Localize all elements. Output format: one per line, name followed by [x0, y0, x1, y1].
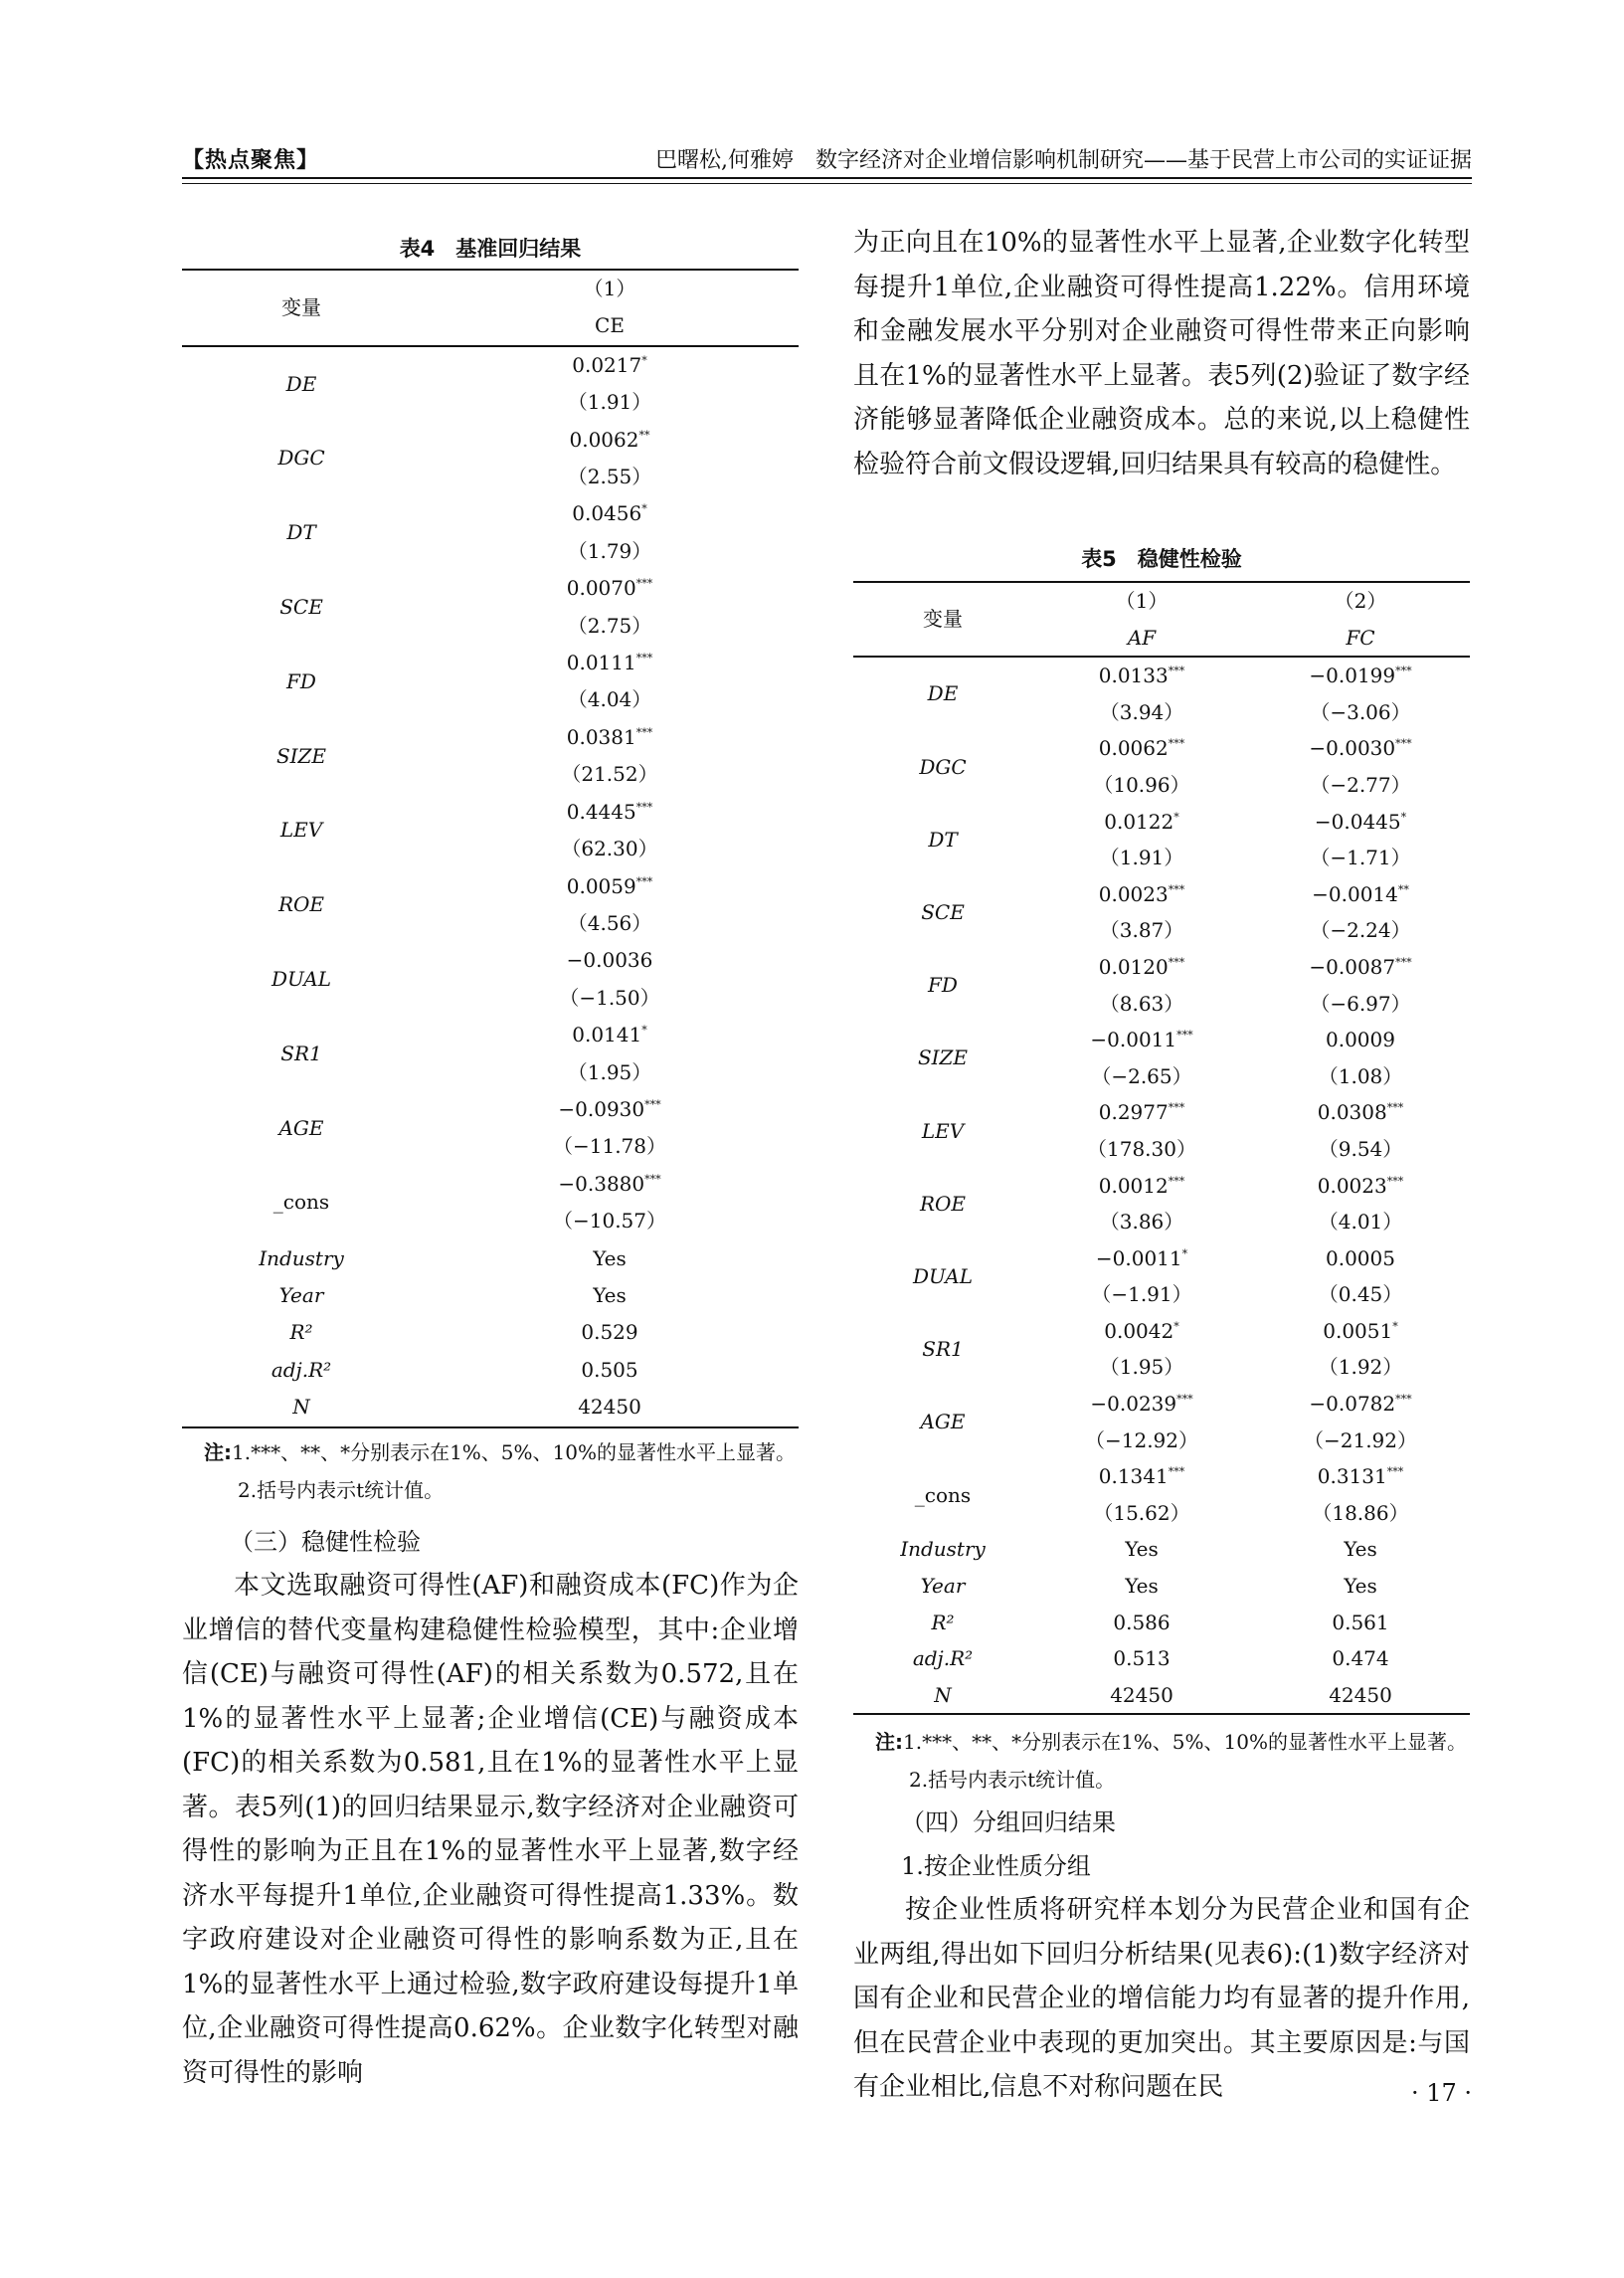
coef-value: 0.0217	[572, 352, 642, 377]
coef-cell	[421, 346, 799, 384]
table-row	[853, 1240, 1470, 1277]
coef-cell	[1251, 1386, 1470, 1423]
section-heading-robustness: （三）稳健性检验	[230, 1528, 421, 1556]
coef-value: 0.0059	[566, 873, 636, 898]
coef-value: 0.3131	[1317, 1464, 1387, 1489]
coef-value: −0.3880	[558, 1171, 645, 1196]
significance-stars: ***	[1168, 1174, 1185, 1188]
coef-cell	[1032, 804, 1251, 841]
variable-name: ROE	[919, 1191, 967, 1216]
coef-cell	[421, 570, 799, 607]
coef-cell	[421, 422, 799, 459]
t-stat-cell: （−1.71）	[1310, 846, 1411, 870]
table-row	[182, 942, 799, 979]
significance-stars: ***	[1168, 664, 1185, 678]
variable-name: FD	[286, 668, 316, 693]
coef-value: 0.0009	[1326, 1028, 1395, 1052]
variable-name: DUAL	[913, 1263, 973, 1288]
coef-cell	[1032, 1313, 1251, 1350]
t-stat-cell: （−10.57）	[552, 1209, 666, 1234]
significance-stars: ***	[1168, 1101, 1185, 1115]
stat-value: 0.586	[1113, 1610, 1171, 1634]
stat-row	[853, 1568, 1470, 1605]
stat-row	[182, 1277, 799, 1314]
significance-stars: *	[1173, 1319, 1179, 1333]
coef-value: 0.0141	[572, 1023, 642, 1047]
stat-row	[853, 1640, 1470, 1677]
coef-value: 0.0023	[1317, 1173, 1387, 1198]
t-stat-cell: （1.92）	[1318, 1355, 1403, 1380]
significance-stars: ***	[1168, 882, 1185, 896]
table-row	[182, 794, 799, 831]
table-row	[182, 495, 799, 532]
coef-value: 0.1341	[1098, 1464, 1169, 1489]
variable-name: SCE	[279, 594, 323, 619]
coef-cell	[1251, 949, 1470, 986]
table-row	[182, 346, 799, 384]
table-row	[853, 949, 1470, 986]
variable-name: FD	[928, 973, 958, 998]
section-tag: 【热点聚焦】	[182, 147, 320, 173]
t-stat-cell: （3.87）	[1099, 918, 1184, 943]
t-stat-cell: （−2.77）	[1310, 772, 1411, 797]
table4-caption: 表4 基准回归结果	[399, 237, 582, 261]
t-stat-cell: （15.62）	[1093, 1500, 1190, 1525]
coef-cell	[1032, 1168, 1251, 1205]
stat-value: 0.474	[1332, 1646, 1389, 1671]
coef-cell	[421, 1017, 799, 1053]
subsection-heading-ownership: 1.按企业性质分组	[901, 1852, 1091, 1880]
stat-label: adj.R²	[271, 1357, 332, 1382]
significance-stars: *	[641, 502, 647, 516]
table5-col2-number: （2）	[1251, 582, 1470, 620]
table4-note-label: 注:	[204, 1440, 232, 1464]
t-stat-cell: （21.52）	[561, 762, 658, 787]
coef-cell	[421, 719, 799, 756]
t-stat-cell: （1.91）	[567, 390, 652, 415]
table4-note	[204, 1433, 820, 1509]
stat-row	[182, 1389, 799, 1426]
robustness-paragraph: 本文选取融资可得性(AF)和融资成本(FC)作为企业增信的替代变量构建稳健性检验模型，其中:企业增信(CE)与融资可得性(AF)的相关系数为0.572,且在1%的显著性水平上显著;企业增信(CE)与融资成本(FC)的相关系数为0.581,且在1%的显著性水平上显著。表5列(1)的回归结果显示,数字经济对企业融资可得性的影响为正且在1%的显著性水平上显著,数字经济水平每提升1单位,企业融资可得性提高1.33%。数字政府建设对企业融资可得性的影响系数为正,且在1%的显著性水平上通过检验,数字政府建设每提升1单位,企业融资可得性提高0.62%。企业数字化转型对融资可得性的影响	[182, 1571, 799, 2088]
coef-value: 0.0133	[1098, 664, 1169, 688]
table4-dep-var: CE	[421, 307, 799, 345]
table5-col1-number: （1）	[1032, 582, 1251, 620]
coef-cell	[421, 868, 799, 905]
table-row	[853, 1458, 1470, 1495]
table-row	[182, 719, 799, 756]
stat-row	[853, 1605, 1470, 1641]
table-row	[182, 422, 799, 459]
table4-col-number: （1）	[421, 270, 799, 307]
variable-name: SR1	[922, 1337, 964, 1362]
coef-cell	[421, 942, 799, 979]
variable-name: LEV	[279, 818, 323, 843]
stat-row	[853, 1531, 1470, 1568]
t-stat-cell: （1.79）	[567, 538, 652, 563]
t-stat-cell: （1.95）	[1099, 1355, 1184, 1380]
stat-label: Industry	[900, 1537, 986, 1562]
t-stat-cell: （8.63）	[1099, 991, 1184, 1016]
coef-cell	[1032, 1094, 1251, 1131]
t-stat-cell: （3.86）	[1099, 1210, 1184, 1234]
coef-value: −0.0014	[1312, 881, 1398, 906]
t-stat-cell: （−2.24）	[1310, 918, 1411, 943]
table-row	[853, 876, 1470, 913]
running-title: 巴曙松,何雅婷 数字经济对企业增信影响机制研究——基于民营上市公司的实证证据	[655, 148, 1472, 173]
significance-stars: ***	[1386, 1174, 1404, 1188]
coef-value: 0.0042	[1104, 1318, 1174, 1343]
significance-stars: ***	[1395, 955, 1412, 969]
stat-value: Yes	[1125, 1574, 1159, 1599]
t-stat-cell: （−11.78）	[552, 1134, 666, 1159]
significance-stars: ***	[1176, 1029, 1193, 1043]
coef-cell	[1032, 1386, 1251, 1423]
t-stat-cell: （−6.97）	[1310, 991, 1411, 1016]
stat-value: 42450	[1251, 1677, 1470, 1715]
stat-value: 0.561	[1332, 1610, 1389, 1634]
left-body-text	[182, 1564, 799, 2095]
t-stat-cell: （4.04）	[567, 687, 652, 712]
coef-value: 0.0381	[566, 724, 636, 749]
coef-value: 0.0062	[569, 427, 639, 452]
coef-value: 0.0070	[566, 576, 636, 601]
t-stat-cell: （10.96）	[1093, 772, 1190, 797]
t-stat-cell: （1.91）	[1099, 846, 1184, 870]
page-header	[182, 137, 1472, 179]
t-stat-cell: （−1.91）	[1091, 1282, 1192, 1307]
stat-label: Industry	[259, 1245, 344, 1270]
coef-value: −0.0930	[558, 1096, 645, 1121]
table-row	[853, 1386, 1470, 1423]
coef-value: 0.0111	[566, 651, 636, 675]
table4-header-row	[182, 270, 799, 307]
stat-value: 0.513	[1113, 1646, 1171, 1671]
stat-value: Yes	[1125, 1537, 1159, 1562]
variable-name: DT	[286, 520, 316, 545]
t-stat-cell: （18.86）	[1312, 1500, 1409, 1525]
table4-var-header: 变量	[182, 270, 421, 346]
stat-value: Yes	[1344, 1574, 1377, 1599]
right-body-text-bottom	[853, 1888, 1470, 2110]
right-paragraph-top: 为正向且在10%的显著性水平上显著,企业数字化转型每提升1单位,企业融资可得性提高1.22%。信用环境和金融发展水平分别对企业融资可得性带来正向影响且在1%的显著性水平上显著。表5列(2)验证了数字经济能够显著降低企业融资成本。总的来说,以上稳健性检验符合前文假设逻辑,回归结果具有较高的稳健性。	[853, 228, 1470, 479]
significance-stars: ***	[635, 725, 653, 739]
stat-value: Yes	[593, 1282, 627, 1307]
significance-stars: ***	[1168, 737, 1185, 751]
significance-stars: ***	[1395, 1393, 1412, 1407]
t-stat-cell: （1.95）	[567, 1059, 652, 1084]
coef-cell	[421, 1091, 799, 1128]
table5-note	[875, 1723, 1492, 1799]
stat-label: Year	[278, 1282, 324, 1307]
variable-name: _cons	[914, 1482, 972, 1507]
table-row	[853, 1168, 1470, 1205]
stat-value: Yes	[1344, 1537, 1377, 1562]
stat-label: Year	[920, 1574, 966, 1599]
significance-stars: ***	[1395, 664, 1412, 678]
significance-stars: ***	[1386, 1101, 1404, 1115]
header-rule	[182, 177, 1472, 179]
table-row	[853, 1313, 1470, 1350]
variable-name: SIZE	[917, 1045, 969, 1070]
coef-cell	[1032, 730, 1251, 767]
t-stat-cell: （62.30）	[561, 837, 658, 861]
significance-stars: ***	[1395, 737, 1412, 751]
coef-value: 0.0122	[1104, 809, 1174, 834]
coef-cell	[421, 495, 799, 532]
coef-cell	[1251, 730, 1470, 767]
table-row	[182, 570, 799, 607]
table-row	[182, 1091, 799, 1128]
table-row	[853, 1094, 1470, 1131]
significance-stars: ***	[1176, 1393, 1193, 1407]
significance-stars: *	[1173, 810, 1179, 824]
variable-name: DGC	[919, 754, 967, 779]
t-stat-cell: （2.55）	[567, 465, 652, 489]
coef-cell	[1032, 1458, 1251, 1495]
coef-cell	[421, 1166, 799, 1203]
stat-row	[182, 1314, 799, 1351]
stat-label: R²	[289, 1320, 313, 1345]
significance-stars: *	[641, 1024, 647, 1038]
variable-name: DE	[927, 681, 959, 706]
stat-row	[853, 1677, 1470, 1715]
coef-cell	[1251, 1313, 1470, 1350]
table4	[182, 269, 799, 1428]
table5-col2-dep: FC	[1251, 620, 1470, 658]
stat-value: 0.505	[581, 1357, 638, 1382]
coef-value: 0.0062	[1098, 736, 1169, 761]
coef-value: 0.0005	[1326, 1245, 1395, 1270]
t-stat-cell: （1.08）	[1318, 1063, 1403, 1088]
coef-value: −0.0011	[1095, 1245, 1182, 1270]
significance-stars: ***	[635, 800, 653, 814]
table5-caption: 表5 稳健性检验	[1081, 547, 1242, 571]
significance-stars: ***	[1168, 1465, 1185, 1479]
coef-cell	[421, 645, 799, 681]
variable-name: DT	[928, 827, 958, 852]
coef-value: 0.4445	[566, 799, 636, 824]
coef-cell	[1032, 876, 1251, 913]
variable-name: LEV	[921, 1118, 965, 1143]
t-stat-cell: （−1.50）	[559, 985, 660, 1010]
variable-name: SR1	[280, 1041, 322, 1065]
coef-value: 0.0051	[1323, 1318, 1393, 1343]
coef-cell	[1251, 1240, 1470, 1277]
variable-name: DUAL	[271, 967, 331, 992]
stat-value: 42450	[1032, 1677, 1251, 1715]
significance-stars: **	[638, 428, 650, 442]
variable-name: DGC	[277, 446, 325, 471]
coef-value: 0.2977	[1098, 1100, 1169, 1125]
coef-value: −0.0087	[1309, 954, 1396, 979]
coef-cell	[1251, 1168, 1470, 1205]
header-rule-thin	[182, 183, 1472, 184]
table-row	[182, 868, 799, 905]
stat-label: R²	[931, 1610, 955, 1634]
stat-label: adj.R²	[912, 1646, 974, 1671]
stat-value: 0.529	[581, 1320, 638, 1345]
stat-value: 42450	[421, 1389, 799, 1426]
coef-cell	[1032, 949, 1251, 986]
coef-cell	[1251, 1022, 1470, 1058]
coef-value: −0.0782	[1309, 1392, 1396, 1417]
t-stat-cell: （−3.06）	[1310, 699, 1411, 724]
significance-stars: ***	[1386, 1465, 1404, 1479]
coef-cell	[1251, 876, 1470, 913]
coef-value: −0.0199	[1309, 664, 1396, 688]
stat-label: N	[853, 1677, 1032, 1715]
right-paragraph-bottom: 按企业性质将研究样本划分为民营企业和国有企业两组,得出如下回归分析结果(见表6):(1)数字经济对国有企业和民营企业的增信能力均有显著的提升作用,但在民营企业中表现的更加突出。其主要原因是:与国有企业相比,信息不对称问题在民	[853, 1895, 1470, 2102]
variable-name: ROE	[277, 892, 325, 917]
stat-row	[182, 1352, 799, 1389]
table-row	[182, 1166, 799, 1203]
coef-value: 0.0012	[1098, 1173, 1169, 1198]
table-row	[853, 730, 1470, 767]
coef-value: −0.0445	[1314, 809, 1401, 834]
significance-stars: *	[1400, 810, 1407, 824]
significance-stars: *	[641, 353, 647, 367]
significance-stars: ***	[635, 874, 653, 888]
t-stat-cell: （−21.92）	[1303, 1427, 1417, 1452]
variable-name: _cons	[272, 1190, 330, 1215]
stat-value: Yes	[593, 1245, 627, 1270]
significance-stars: ***	[635, 577, 653, 591]
coef-cell	[1251, 657, 1470, 694]
coef-value: 0.0308	[1317, 1100, 1387, 1125]
coef-value: 0.0023	[1098, 881, 1169, 906]
variable-name: AGE	[278, 1115, 324, 1140]
t-stat-cell: （2.75）	[567, 613, 652, 638]
table5-col1-dep: AF	[1032, 620, 1251, 658]
significance-stars: *	[1392, 1319, 1398, 1333]
significance-stars: ***	[644, 1097, 661, 1111]
coef-cell	[1251, 1094, 1470, 1131]
coef-cell	[421, 794, 799, 831]
stat-row	[182, 1240, 799, 1277]
right-body-text-top	[853, 221, 1470, 486]
table5	[853, 581, 1470, 1715]
coef-cell	[1251, 1458, 1470, 1495]
table5-var-header: 变量	[853, 582, 1032, 657]
coef-value: −0.0239	[1090, 1392, 1177, 1417]
variable-name: AGE	[920, 1410, 966, 1434]
table-row	[182, 645, 799, 681]
coef-cell	[1251, 804, 1470, 841]
significance-stars: ***	[1168, 955, 1185, 969]
coef-value: −0.0011	[1090, 1028, 1177, 1052]
table4-note-2: 2.括号内表示t统计值。	[238, 1478, 445, 1502]
t-stat-cell: （4.01）	[1318, 1210, 1403, 1234]
coef-value: 0.0456	[572, 501, 642, 526]
t-stat-cell: （178.30）	[1087, 1136, 1196, 1161]
stat-label: N	[182, 1389, 421, 1426]
table-row	[853, 657, 1470, 694]
page-number: · 17 ·	[1410, 2079, 1472, 2107]
t-stat-cell: （−2.65）	[1091, 1063, 1192, 1088]
t-stat-cell: （0.45）	[1318, 1282, 1403, 1307]
significance-stars: ***	[635, 652, 653, 665]
table5-note-2: 2.括号内表示t统计值。	[909, 1768, 1116, 1792]
coef-cell	[1032, 1240, 1251, 1277]
table5-note-1: 1.***、**、*分别表示在1%、5%、10%的显著性水平上显著。	[903, 1730, 1467, 1754]
significance-stars: *	[1181, 1246, 1188, 1260]
variable-name: SCE	[921, 900, 965, 925]
significance-stars: ***	[644, 1172, 661, 1186]
t-stat-cell: （3.94）	[1099, 699, 1184, 724]
section-heading-group: （四）分组回归结果	[901, 1808, 1116, 1836]
table-row	[853, 1022, 1470, 1058]
t-stat-cell: （4.56）	[567, 910, 652, 935]
table5-note-label: 注:	[875, 1730, 903, 1754]
t-stat-cell: （9.54）	[1318, 1136, 1403, 1161]
table4-note-1: 1.***、**、*分别表示在1%、5%、10%的显著性水平上显著。	[232, 1440, 796, 1464]
coef-value: 0.0120	[1098, 954, 1169, 979]
table-row	[853, 804, 1470, 841]
table-row	[182, 1017, 799, 1053]
coef-cell	[1032, 1022, 1251, 1058]
coef-value: −0.0030	[1309, 736, 1396, 761]
t-stat-cell: （−12.92）	[1084, 1427, 1198, 1452]
variable-name: SIZE	[275, 743, 327, 768]
coef-cell	[1032, 657, 1251, 694]
coef-value: −0.0036	[566, 948, 653, 973]
table5-header-row	[853, 582, 1470, 620]
variable-name: DE	[285, 371, 317, 396]
significance-stars: **	[1397, 882, 1409, 896]
